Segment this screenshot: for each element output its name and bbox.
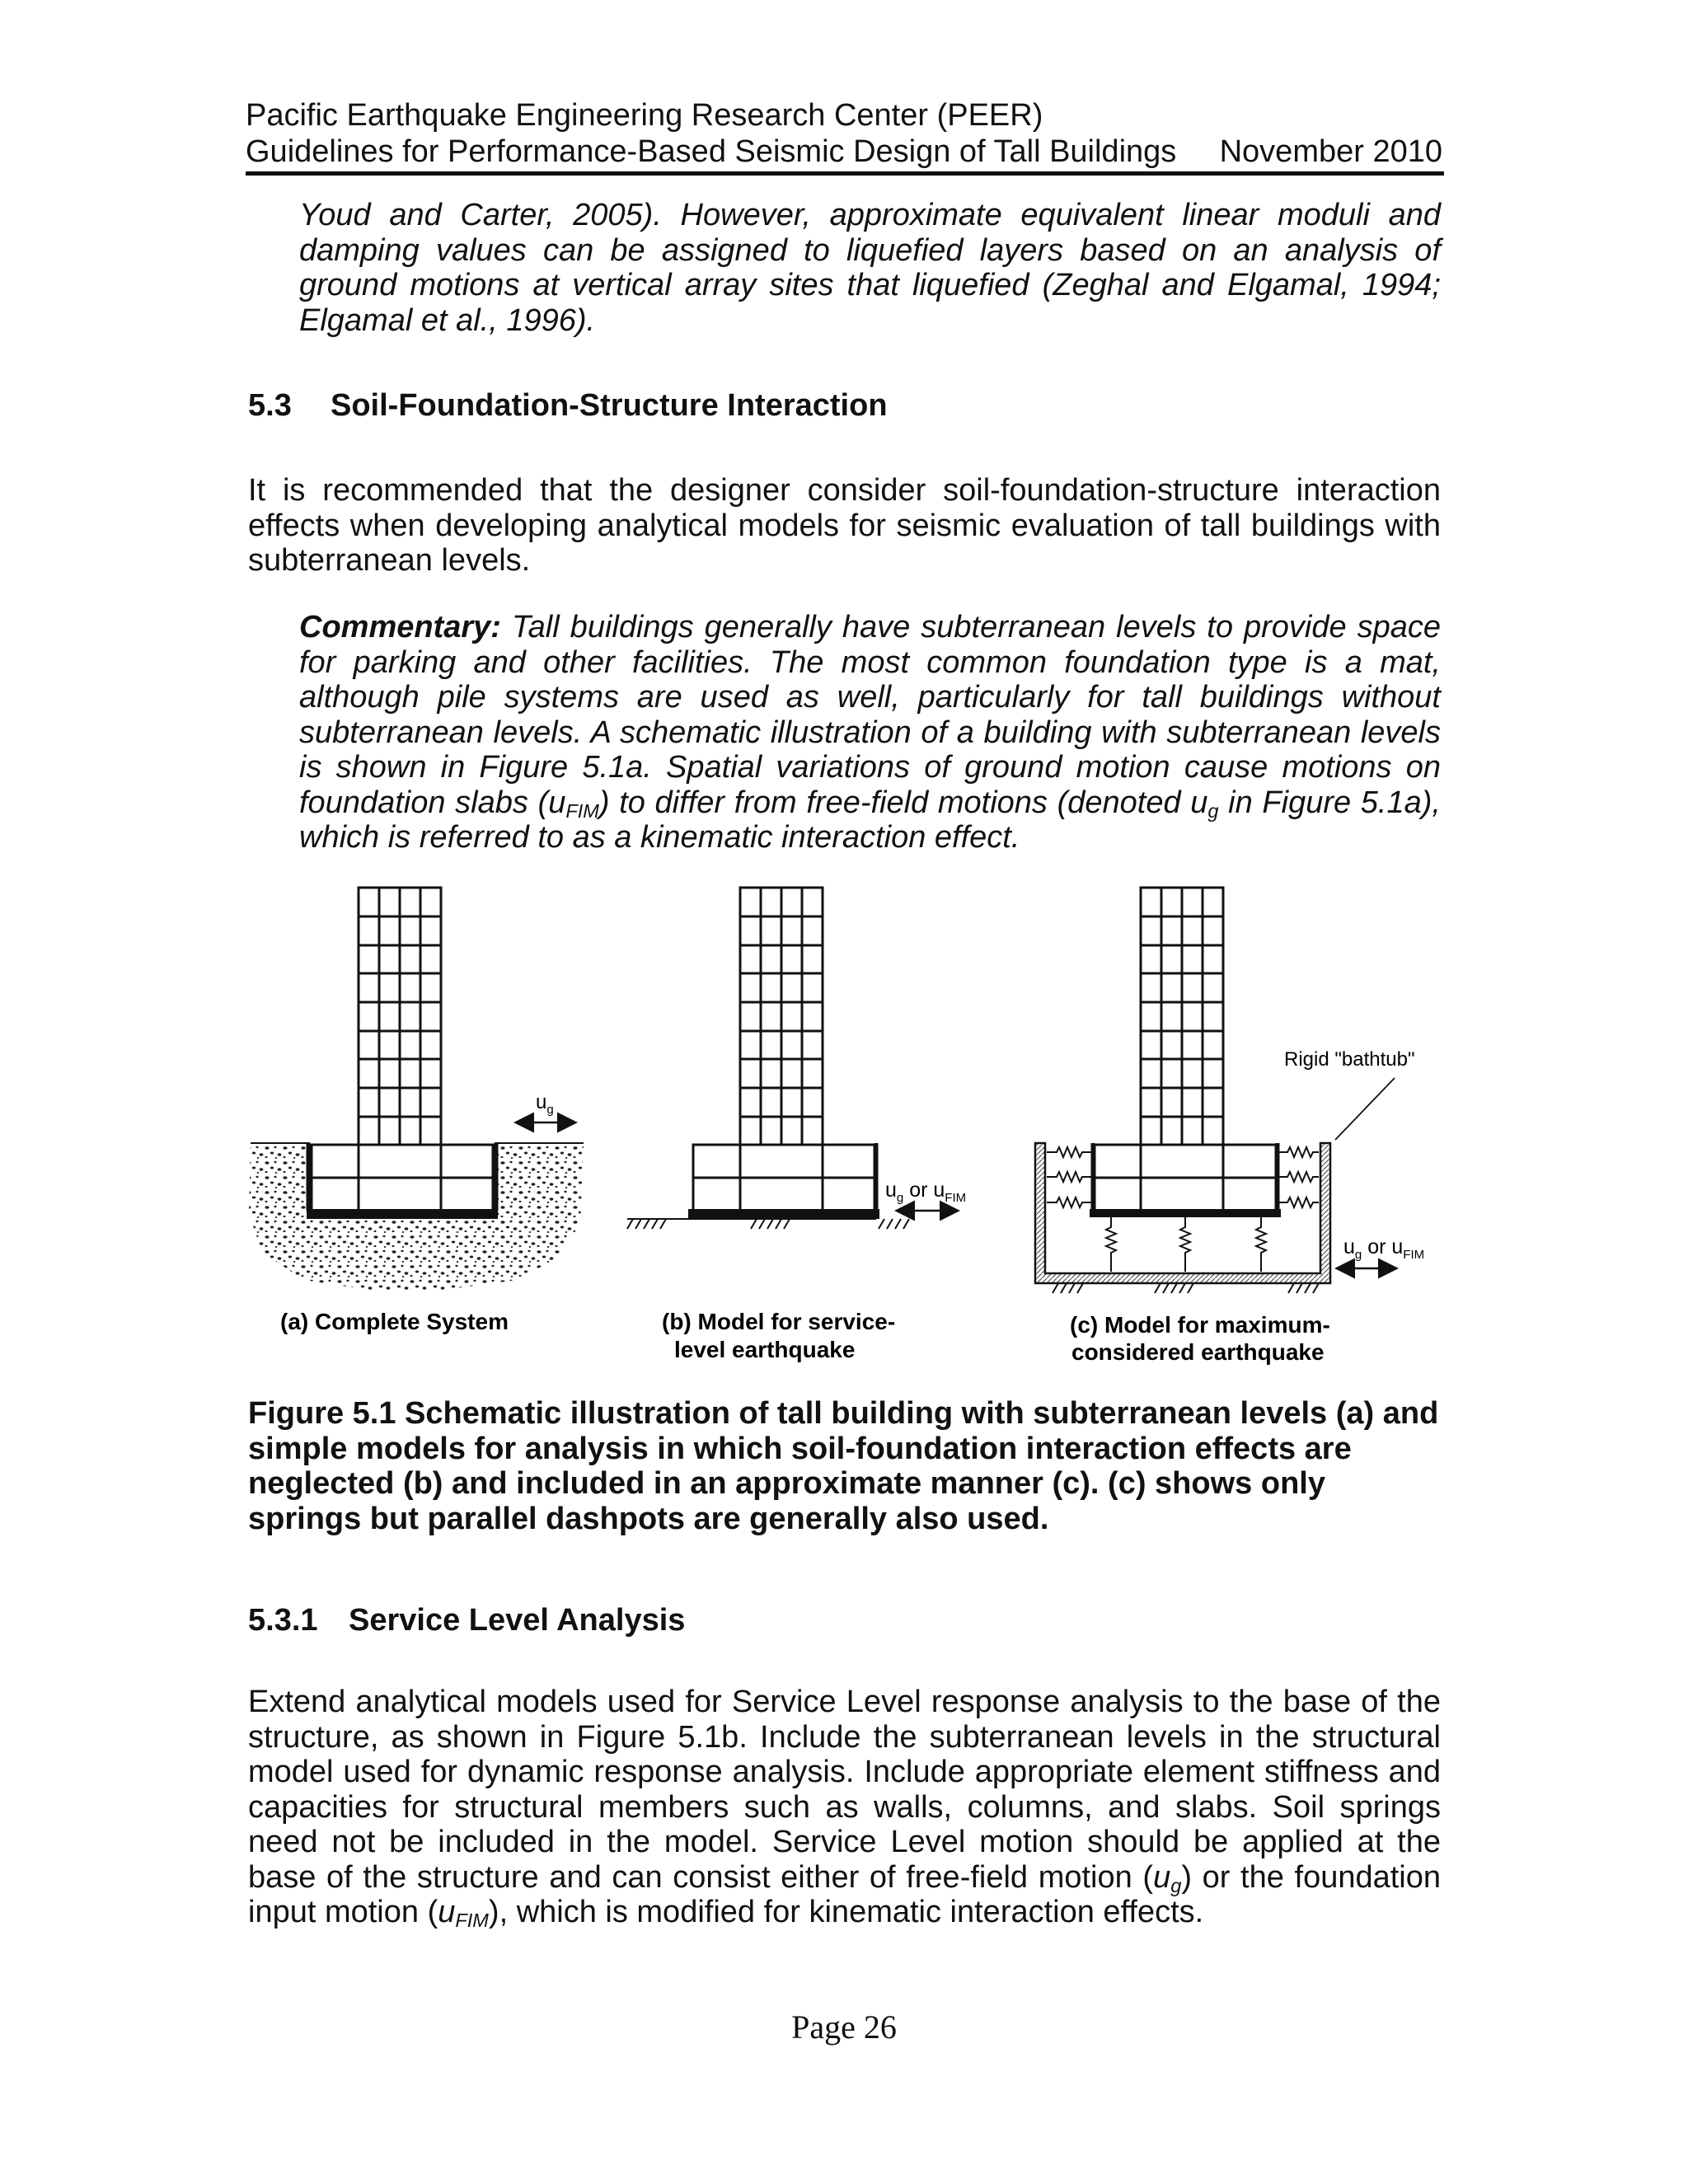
commentary-text-3: in Figure 5.1a), which is referred to as a kinematic interaction effect. [299, 785, 1441, 855]
body-sym-u2: u [438, 1895, 456, 1929]
panel-a-label: (a) Complete System [280, 1309, 509, 1334]
section-heading-5-3-1 [248, 1602, 685, 1638]
section-heading-5-3 [248, 387, 888, 424]
arrow-label-ug-ufim-c: $u_g$ or $u_{FIM}$ [1343, 1235, 1425, 1262]
commentary-paragraph [299, 610, 1441, 855]
commentary-text-1: Tall buildings generally have subterranean levels to provide space for parking and other facilities. The most common foundation type is a mat, although pile systems are used as well, particularly for tall buildings without subterranean levels. A schematic illustration of a building with subterranean levels is shown in Figure 5.1a. Spatial variations of ground motion cause motions on foundation slabs ( [299, 610, 1442, 820]
commentary-text-2: ) to differ from free-field motions (denoted [598, 785, 1191, 820]
figure-caption: Figure 5.1 Schematic illustration of tall building with subterranean levels (a) and simple models for analysis in which soil-foundation interaction effects are neglected (b) and included in an approximate manner (c). (c) shows only springs but parallel dashpots are generally also used. [248, 1396, 1439, 1536]
panel-b-label-line2: level earthquake [674, 1337, 856, 1362]
subsection-title: Service Level Analysis [349, 1603, 686, 1638]
body-sub-fim: FIM [455, 1909, 489, 1931]
commentary-sym-u: u [548, 785, 566, 820]
section-5-3-1-body [248, 1685, 1441, 1930]
commentary-sub-fim: FIM [565, 799, 599, 822]
commentary-label: Commentary: [299, 610, 501, 644]
header-org: Pacific Earthquake Engineering Research Center (PEER) [246, 98, 1043, 133]
page-number: Page 26 [791, 2008, 897, 2046]
figure-panel-a [249, 888, 584, 1334]
section-title: Soil-Foundation-Structure Interaction [331, 388, 888, 423]
body-text-2: ) or the foundation input motion ( [248, 1859, 1442, 1929]
figure-5-1 [246, 878, 1444, 1376]
section-5-3-body: It is recommended that the designer consider soil-foundation-structure interaction effects when developing analytical models for seismic evaluation of tall buildings with subterranean levels. [248, 473, 1441, 578]
subsection-number: 5.3.1 [248, 1603, 318, 1638]
body-text-1: Extend analytical models used for Service Level response analysis to the base of the structure, as shown in Figure 5.1b. Include the subterranean levels in the structural model used for dynamic response analysis. Include appropriate element stiffness and capacities for structural members such as walls, columns, and slabs. Soil springs need not be included in the model. Service Level motion should be applied at the base of the structure and can consist either of free-field motion ( [248, 1685, 1441, 1895]
body-sym-u: u [1153, 1859, 1171, 1895]
header-rule [246, 171, 1444, 176]
figure-5-1-drawing [246, 878, 1444, 1376]
body-text-3: ), which is modified for kinematic interaction effects. [488, 1895, 1204, 1929]
intro-commentary: Youd and Carter, 2005). However, approximate equivalent linear moduli and damping values can be assigned to liquefied layers based on an analysis of ground motions at vertical array sites that liquefied (Zeghal and Elgamal, 1994; Elgamal et al., 1996). [299, 198, 1441, 338]
header-line [246, 134, 1442, 170]
header-title: Guidelines for Performance-Based Seismic Design of Tall Buildings [246, 134, 1177, 169]
figure-panel-b [627, 888, 966, 1362]
figure-panel-c [1035, 888, 1424, 1365]
panel-b-label-line1: (b) Model for service- [662, 1309, 896, 1334]
rigid-bathtub-label: Rigid "bathtub" [1284, 1048, 1415, 1071]
commentary-sym-u2: u [1190, 785, 1208, 820]
commentary-sub-g: g [1207, 799, 1219, 822]
header-date: November 2010 [1219, 134, 1442, 169]
arrow-label-ug-a: $u_g$ [536, 1091, 554, 1117]
arrow-label-ug-ufim-b: $u_g$ or $u_{FIM}$ [885, 1179, 967, 1205]
body-sub-g: g [1170, 1874, 1182, 1896]
section-number: 5.3 [248, 388, 292, 423]
panel-c-label-line1: (c) Model for maximum- [1070, 1312, 1330, 1338]
panel-c-label-line2: considered earthquake [1071, 1339, 1325, 1365]
